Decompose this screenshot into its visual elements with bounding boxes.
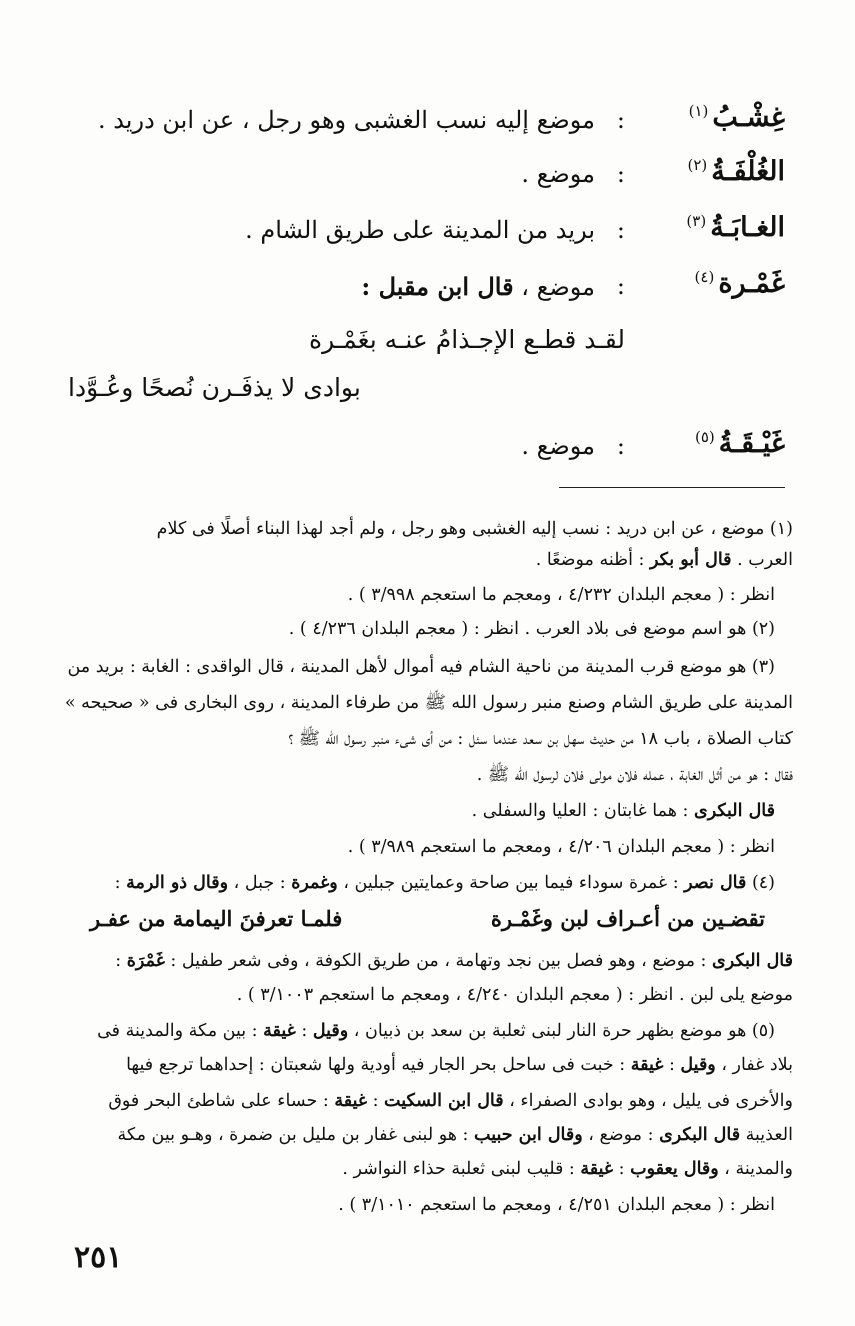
- colon: :: [616, 160, 625, 188]
- footnote-line: (٤) قال نصر : غمرة سوداء فيما بين صاحة وعمايتين جبلين ، وغمرة : جبل ، وقال ذو الرمة :: [114, 873, 775, 893]
- entry-ghaba: [60, 212, 785, 260]
- entry-headword: الغُلْفَـةُ$^{(٢)}$: [687, 156, 785, 187]
- footnote-line: (٢) هو اسم موضع فى بلاد العرب . انظر : ( معجم البلدان ٤/٢٣٦ ) .: [288, 619, 775, 639]
- footnote-line: انظر : ( معجم البلدان ٤/٢٠٦ ، ومعجم ما استعجم ٣/٩٨٩ ) .: [347, 837, 775, 857]
- footnote-separator: [559, 487, 785, 488]
- footnote-ref: (١): [688, 102, 709, 120]
- footnote-line: المدينة على طريق الشام وصنع منبر رسول الله ﷺ من طرفاء المدينة ، روى البخارى فى « صحيحه »: [64, 693, 793, 713]
- page-number: ٢٥١: [74, 1240, 123, 1275]
- entry-ghashb: [60, 102, 785, 150]
- footnote-line: موضع يلى لبن . انظر : ( معجم البلدان ٤/٢٤٠ ، ومعجم ما استعجم ٣/١٠٠٣ ) .: [236, 985, 793, 1005]
- entry-ghamra: [60, 268, 785, 316]
- footnote-line: (٥) هو موضع بظهر حرة النار لبنى ثعلبة بن سعد بن ذبيان ، وقيل : غيقة : بين مكة والمدينة فى: [97, 1021, 775, 1041]
- footnote-line: والأخرى فى يليل ، وهو بوادى الصفراء ، قال ابن السكيت : غيقة : حساء على شاطئ البحر فوق: [108, 1091, 793, 1111]
- verse-line-1: لقـد قطـع الإجـذامُ عنـه بغَمْـرة: [309, 325, 625, 354]
- footnote-ref: (٥): [694, 428, 715, 446]
- entry-definition: موضع إليه نسب الغشبى وهو رجل ، عن ابن دريد .: [97, 106, 595, 134]
- entry-headword: غِشْـبُ$^{(١)}$: [688, 102, 785, 133]
- entry-headword: غَمْـرة$^{(٤)}$: [694, 268, 785, 299]
- verse-line-2: بوادى لا يذفَـرن نُصحًا وعُـوَّدا: [68, 373, 361, 402]
- entry-ghayqa: [60, 428, 785, 476]
- colon: :: [616, 432, 625, 460]
- entry-definition: بريد من المدينة على طريق الشام .: [245, 216, 595, 244]
- entry-headword: غَيْـقَـةُ$^{(٥)}$: [694, 428, 785, 459]
- footnote-line: العرب . قال أبو بكر : أظنه موضعًا .: [535, 550, 793, 570]
- colon: :: [616, 106, 625, 134]
- footnote-ref: (٤): [694, 268, 715, 286]
- entry-definition: موضع .: [521, 160, 595, 188]
- entry-definition: موضع ، قال ابن مقبل :: [361, 272, 595, 301]
- footnote-line: بلاد غفار ، وقيل : غيقة : خبت فى ساحل بحر الجار فيه أودية ولها شعبتان : إحداهما ترجع فيها: [126, 1055, 793, 1075]
- colon: :: [616, 216, 625, 244]
- entry-headword: الغـابَـةُ$^{(٣)}$: [686, 212, 785, 243]
- footnote-line: قال البكرى : هما غابتان : العليا والسفلى .: [471, 801, 775, 821]
- entry-ghulfa: [60, 156, 785, 204]
- footnote-line: انظر : ( معجم البلدان ٤/٢٣٢ ، ومعجم ما استعجم ٣/٩٩٨ ) .: [347, 585, 775, 605]
- footnote-line: انظر : ( معجم البلدان ٤/٢٥١ ، ومعجم ما استعجم ٣/١٠١٠ ) .: [338, 1195, 775, 1215]
- footnote-ref: (٢): [687, 156, 708, 174]
- footnote-line: فقال : هو من أثل الغابة ، عمله فلان مولى فلان لرسول الله ﷺ .: [476, 765, 793, 785]
- footnote-line: العذيبة قال البكرى : موضع ، وقال ابن حبيب : هو لبنى غفار بن مليل بن ضمرة ، وهـو بين مكة: [117, 1125, 793, 1145]
- footnote-line: كتاب الصلاة ، باب ١٨ من حديث سهل بن سعد عندما سئل : من أى شىء منبر رسول الله ﷺ ؟: [288, 729, 793, 749]
- colon: :: [616, 272, 625, 300]
- footnote-line: (١) موضع ، عن ابن دريد : نسب إليه الغشبى وهو رجل ، ولم أجد لهذا البناء أصلًا فى كلام: [156, 519, 793, 539]
- footnote-ref: (٣): [686, 212, 707, 230]
- footnote-line: قال البكرى : موضع ، وهو فصل بين نجد وتهامة ، من طريق الكوفة ، وفى شعر طفيل : غَمْرَة :: [115, 951, 793, 971]
- verse-hemistich-2: فلمـا تعرفنَ اليمامة من عفـر: [90, 906, 343, 931]
- entry-definition: موضع .: [521, 432, 595, 460]
- footnote-line: (٣) هو موضع قرب المدينة من ناحية الشام فيه أموال لأهل المدينة ، قال الواقدى : الغابة : بريد من: [67, 657, 775, 677]
- footnote-line: والمدينة ، وقال يعقوب : غيقة : قليب لبنى ثعلبة حذاء النواشر .: [342, 1159, 793, 1179]
- verse-hemistich-1: تقضـين من أعـراف لبن وغَمْـرة: [490, 906, 765, 931]
